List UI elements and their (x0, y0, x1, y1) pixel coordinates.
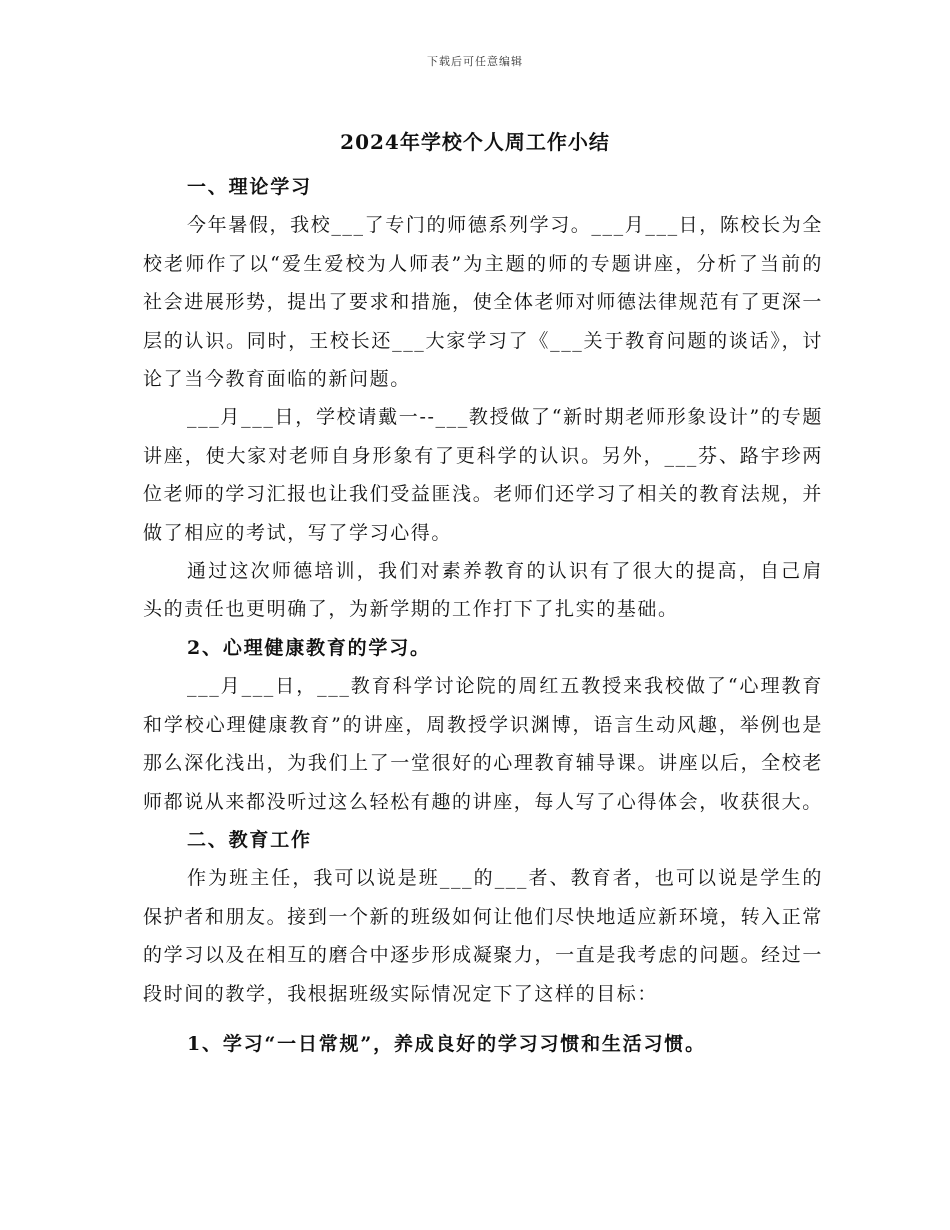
paragraph: 今年暑假，我校___了专门的师德系列学习。___月___日，陈校长为全校老师作了以“爱生爱校为人师表”为主题的师的专题讲座，分析了当前的社会进展形势，提出了要求和措施，使全体老师对师德法律规范有了更深一层的认识。同时，王校长还___大家学习了《___关于教育问题的谈话》，讨论了当今教育面临的新问题。 (143, 214, 823, 391)
section-heading-daily-routine: 1、学习“一日常规”，养成良好的学习习惯和生活习惯。 (187, 1032, 706, 1055)
paragraph: 通过这次师德培训，我们对素养教育的认识有了很大的提高，自己肩头的责任也更明确了，为新学期的工作打下了扎实的基础。 (143, 560, 823, 621)
paragraph: 作为班主任，我可以说是班___的___者、教育者，也可以说是学生的保护者和朋友。接到一个新的班级如何让他们尽快地适应新环境，转入正常的学习以及在相互的磨合中逐步形成凝聚力，一直是我考虑的问题。经过一段时间的教学，我根据班级实际情况定下了这样的目标： (143, 867, 823, 1005)
paragraph: ___月___日，学校请戴一--___教授做了“新时期老师形象设计”的专题讲座，使大家对老师自身形象有了更科学的认识。另外，___芬、路宇珍两位老师的学习汇报也让我们受益匪浅。老师们还学习了相关的教育法规，并做了相应的考试，写了学习心得。 (143, 406, 823, 544)
document-title: 2024年学校个人周工作小结 (340, 130, 610, 154)
document-body (143, 168, 823, 1063)
section-heading-education-work: 二、教育工作 (187, 828, 312, 851)
header-note: 下载后可任意编辑 (427, 55, 523, 68)
paragraph: ___月___日，___教育科学讨论院的周红五教授来我校做了“心理教育和学校心理健康教育”的讲座，周教授学识渊博，语言生动风趣，举例也是那么深化浅出，为我们上了一堂很好的心理教育辅导课。讲座以后，全校老师都说从来都没听过这么轻松有趣的讲座，每人写了心得体会，收获很大。 (143, 675, 823, 813)
section-heading-theory: 一、理论学习 (187, 176, 312, 198)
section-heading-mental-health: 2、心理健康教育的学习。 (187, 636, 431, 659)
